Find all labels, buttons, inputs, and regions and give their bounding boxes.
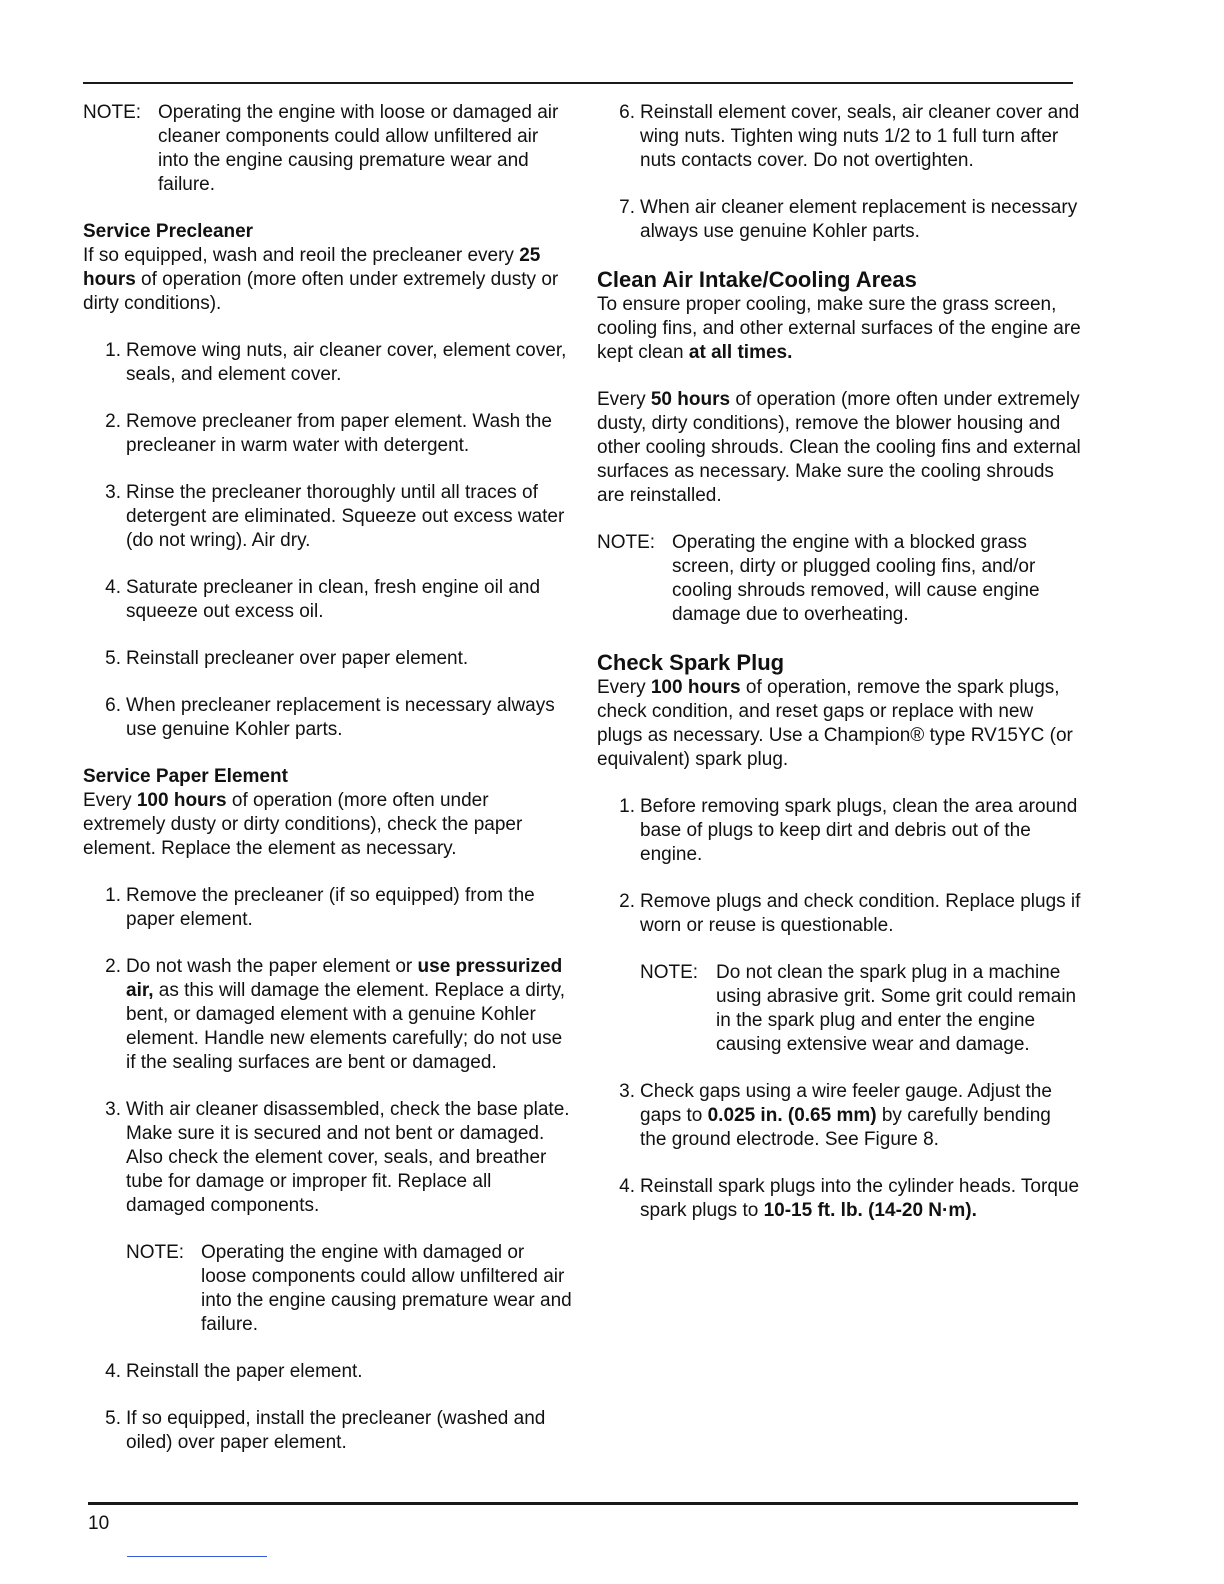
list-item: 6. Reinstall element cover, seals, air cleaner cover and wing nuts. Tighten wing nuts 1/2 to 1 full turn after nuts contacts cover. Do not overtighten. — [619, 102, 1080, 171]
list-item: 4. Saturate precleaner in clean, fresh engine oil and squeeze out excess oil. — [105, 577, 541, 622]
left-column — [83, 101, 573, 1478]
list-item-note — [83, 1241, 573, 1337]
note-label: NOTE: — [126, 1242, 185, 1263]
list-item: 2. Remove precleaner from paper element. Wash the precleaner in warm water with detergent. — [105, 411, 552, 456]
spark-plug-intro: Every 100 hours of operation, remove the spark plugs, check condition, and reset gaps or replace with new plugs as necessary. Use a Champion® type RV15YC (or equivalent) spark plug. — [597, 677, 1073, 770]
note-abrasive-grit — [640, 961, 1082, 1057]
cooling-paragraph-1: To ensure proper cooling, make sure the grass screen, cooling fins, and other external surfaces of the engine are kept clean at all times. — [597, 294, 1081, 363]
note-text: Do not clean the spark plug in a machine using abrasive grit. Some grit could remain in the spark plug and enter the engine causing extensive wear and damage. — [716, 962, 1077, 1055]
page-number: 10 — [88, 1513, 110, 1534]
service-paper-element-heading: Service Paper Element — [83, 766, 288, 787]
list-item: 4. Reinstall the paper element. — [105, 1361, 363, 1382]
list-item: 1. Remove the precleaner (if so equipped) from the paper element. — [105, 885, 535, 930]
check-spark-plug-heading: Check Spark Plug — [597, 650, 785, 675]
list-item: 5. Reinstall precleaner over paper element. — [105, 648, 469, 669]
link-underline — [127, 1556, 267, 1557]
list-item: 7. When air cleaner element replacement is necessary always use genuine Kohler parts. — [619, 197, 1078, 242]
top-rule — [83, 82, 1073, 84]
note-label: NOTE: — [640, 962, 699, 983]
list-item-note — [597, 961, 1082, 1057]
cooling-paragraph-2: Every 50 hours of operation (more often under extremely dusty, dirty conditions), remove the blower housing and other cooling shrouds. Clean the cooling fins and external surfaces as necessary. Make sure the cooling shrouds are reinstalled. — [597, 389, 1081, 506]
paper-element-intro: Every 100 hours of operation (more often under extremely dusty or dirty conditions), check the paper element. Replace the element as necessary. — [83, 790, 523, 859]
list-item: 2. Remove plugs and check condition. Replace plugs if worn or reuse is questionable. — [619, 891, 1081, 936]
list-item: 1. Before removing spark plugs, clean the area around base of plugs to keep dirt and debris out of the engine. — [619, 796, 1078, 865]
clean-air-intake-heading: Clean Air Intake/Cooling Areas — [597, 267, 917, 292]
precleaner-steps — [83, 339, 573, 742]
note-overheating — [597, 531, 1082, 627]
note-damaged-components — [126, 1241, 573, 1337]
precleaner-intro: If so equipped, wash and reoil the precleaner every 25 hours of operation (more often under extremely dusty or dirty conditions). — [83, 245, 559, 314]
paper-element-steps — [83, 884, 573, 1455]
right-column — [597, 101, 1082, 1246]
note-label: NOTE: — [597, 532, 656, 553]
list-item: 2. Do not wash the paper element or use pressurized air, as this will damage the element. Replace a dirty, bent, or damaged element with a genuine Kohler element. Handle new elements carefully; do not use if the sealing surfaces are bent or damaged. — [105, 956, 565, 1073]
note-loose-components — [83, 101, 573, 197]
air-cleaner-steps-continued — [597, 101, 1082, 244]
note-text: Operating the engine with a blocked grass screen, dirty or plugged cooling fins, and/or cooling shrouds removed, will cause engine damage due to overheating. — [672, 532, 1040, 625]
list-item: 1. Remove wing nuts, air cleaner cover, element cover, seals, and element cover. — [105, 340, 567, 385]
spark-plug-steps — [597, 795, 1082, 1223]
note-text: Operating the engine with loose or damaged air cleaner components could allow unfiltered air into the engine causing premature wear and failure. — [158, 102, 559, 195]
list-item: 3. With air cleaner disassembled, check the base plate. Make sure it is secured and not bent or damaged. Also check the element cover, seals, and breather tube for damage or improper fit. Replace all damaged components. — [105, 1099, 570, 1216]
service-precleaner-heading: Service Precleaner — [83, 221, 254, 242]
note-text: Operating the engine with damaged or loose components could allow unfiltered air into the engine causing premature wear and failure. — [201, 1242, 572, 1335]
list-item: 4. Reinstall spark plugs into the cylinder heads. Torque spark plugs to 10-15 ft. lb. (14-20 N·m). — [619, 1176, 1080, 1221]
list-item: 5. If so equipped, install the precleaner (washed and oiled) over paper element. — [105, 1408, 546, 1453]
note-label: NOTE: — [83, 102, 142, 123]
list-item: 3. Check gaps using a wire feeler gauge. Adjust the gaps to 0.025 in. (0.65 mm) by carefully bending the ground electrode. See Figure 8. — [619, 1081, 1052, 1150]
list-item: 3. Rinse the precleaner thoroughly until all traces of detergent are eliminated. Squeeze out excess water (do not wring). Air dry. — [105, 482, 565, 551]
list-item: 6. When precleaner replacement is necessary always use genuine Kohler parts. — [105, 695, 555, 740]
bottom-rule — [88, 1502, 1078, 1505]
